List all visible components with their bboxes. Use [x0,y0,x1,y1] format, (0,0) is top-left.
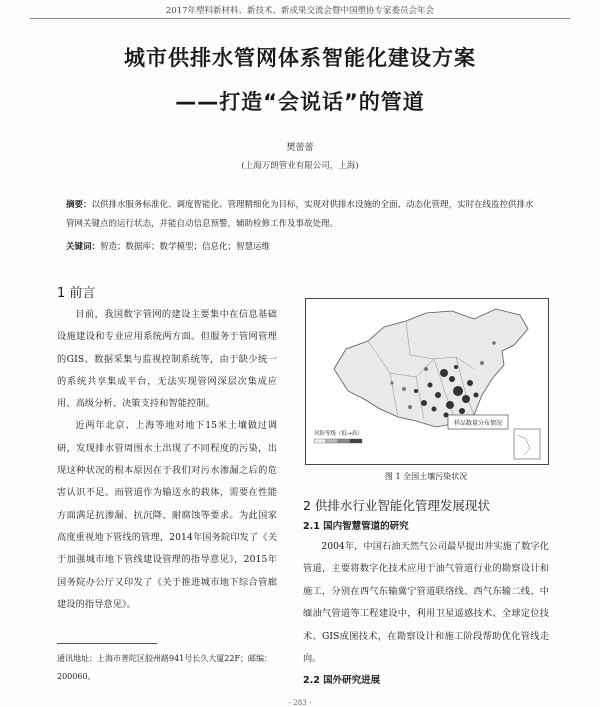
keywords [66,240,536,252]
keywords-text: 智造；数据库；数学模型；信息化；智慧运维 [100,242,271,252]
legend-title: 风险等级（低→高） [314,431,363,437]
china-outline [334,309,528,427]
inset-label: 样品数量分布情况 [453,420,503,427]
section2-heading: 2 供排水行业智能化管理发展现状 [303,498,490,513]
author: 樊蕾蕾 [286,143,314,153]
abstract [66,196,536,234]
affiliation: (上海万朗管业有限公司，上海) [241,161,359,171]
section2-1-heading: 2.1 国内智慧管道的研究 [303,521,409,532]
section2-2-heading: 2.2 国外研究进展 [303,675,381,686]
section2-1-paragraph: 2004年，中国石油天然气公司最早提出并实施了数字化管道，主要将数字化技术应用于油气管道行业的勘察设计和施工，分别在西气东输冀宁管道联络线、西气东输二线、中缅油气管道等工程建设中，利用卫星遥感技术、全球定位技术、GIS成图技术，在勘察设计和施工阶段帮助优化管线走向。 [303,541,549,665]
footnote-divider [57,643,157,644]
page-number: - 283 - [288,699,312,707]
conference-header: 2017年塑料新材料、新技术、新成果交流会暨中国塑协专家委员会年会 [30,4,570,19]
section1-paragraph: 近两年北京、上海等地对地下15米土壤做过调研，发现排水管周围水土出现了不同程度的污染，出现这种状况的根本原因在于我们对污水渗漏之后的危害认识不足。而管道作为输送水的载体，需要在性能方面满足抗渗漏、抗沉降、耐腐蚀等要求。为此国家高度重视地下管线的管理，2014年国务院印发了《关于加强城市地下管线建设管理的指导意见》，2015年国务院办公厅又印发了《关于推进城市地下综合管廊建设的指导意见》。 [57,420,277,610]
china-soil-pollution-map [305,298,549,465]
south-sea-inset [514,429,540,459]
paper-subtitle: ——打造“会说话”的管道 [175,90,425,114]
footnote: 通讯地址：上海市普陀区胶州路941号长久大厦22F；邮编：200060。 [57,654,272,681]
keywords-label: 关键词： [66,242,101,252]
section1-heading: 1 前言 [57,286,96,301]
paper-title: 城市供排水管网体系智能化建设方案 [124,46,476,70]
section1-paragraph: 目前，我国数字管网的建设主要集中在信息基础设施建设和专业应用系统两方面。但服务于管网管理的GIS、数据采集与监视控制系统等，由于缺少统一的系统共享集成平台，无法实现管网深层次集成应用、高级分析、决策支持和智能控制。 [57,309,277,410]
section1-body [57,304,277,616]
abstract-label: 摘要： [66,200,92,210]
figure-caption: 图 1 全国土壤污染状况 [384,472,468,481]
section2-1-body [303,536,549,670]
map-image [306,299,548,464]
abstract-text: 以供排水服务标准化、调度智能化、管理精细化为目标，实现对供排水设施的全面、动态化管理，实时在线监控供排水管网关键点的运行状态，并能自动信息预警，辅助检修工作及事故处理。 [66,200,534,229]
